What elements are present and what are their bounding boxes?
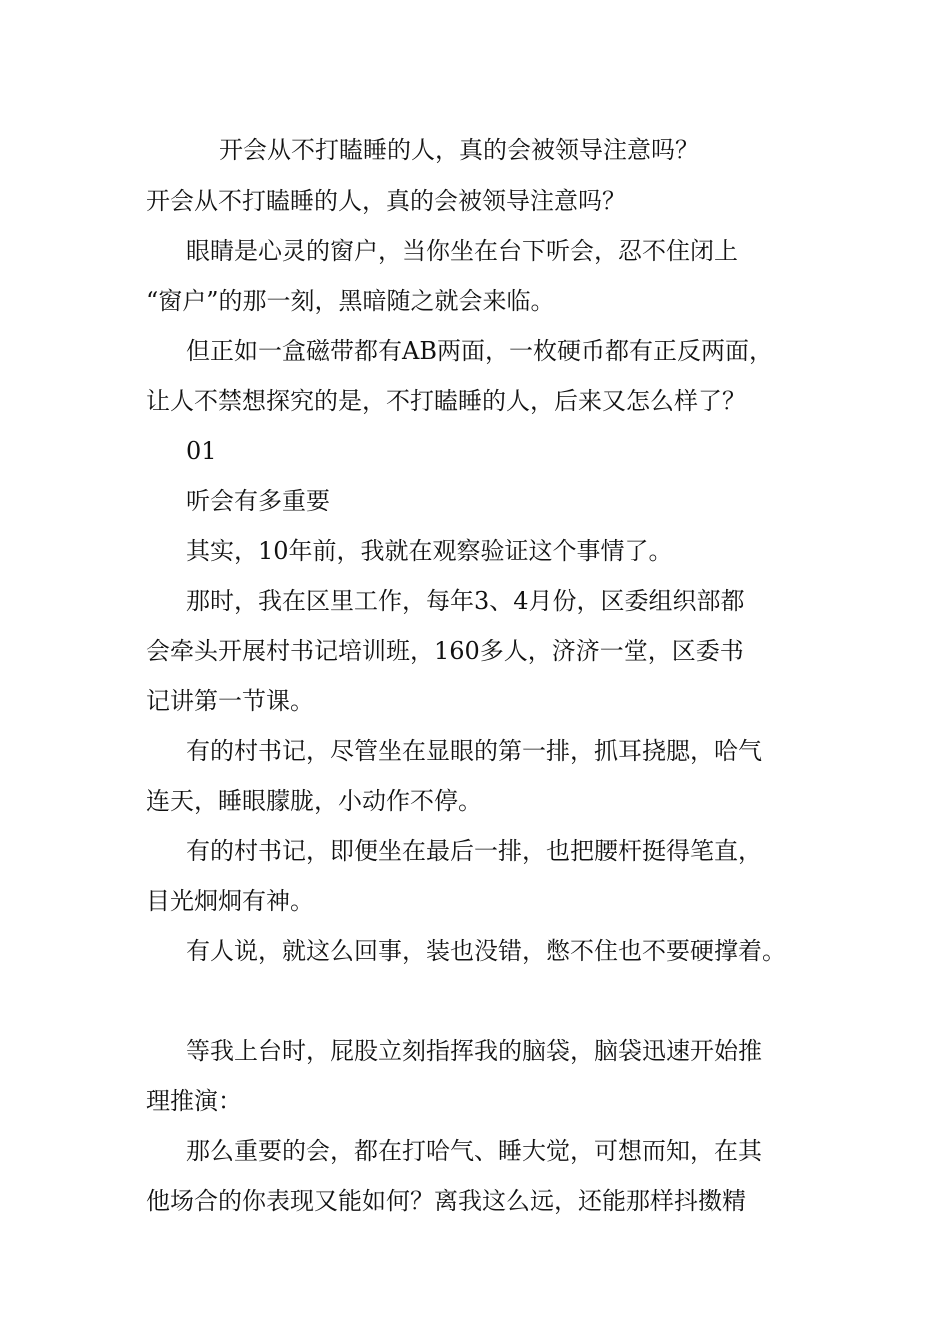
text-line: 有的村书记，即便坐在最后一排，也把腰杆挺得笔直，	[186, 837, 762, 865]
text-line: “窗户”的那一刻，黑暗随之就会来临。	[146, 287, 555, 315]
text-line: 目光炯炯有神。	[146, 887, 314, 915]
section-number: 01	[186, 437, 217, 465]
text-line: 等我上台时，屁股立刻指挥我的脑袋，脑袋迅速开始推	[186, 1037, 762, 1065]
text-line: 开会从不打瞌睡的人，真的会被领导注意吗？	[146, 187, 626, 215]
text-line: 其实，10年前，我就在观察验证这个事情了。	[186, 537, 673, 565]
text-line: 连天，睡眼朦胧，小动作不停。	[146, 787, 482, 815]
text-line: 那么重要的会，都在打哈气、睡大觉，可想而知，在其	[186, 1137, 762, 1165]
text-line: 有的村书记，尽管坐在显眼的第一排，抓耳挠腮，哈气	[186, 737, 762, 765]
text-line: 他场合的你表现又能如何？离我这么远，还能那样抖擞精	[146, 1187, 746, 1215]
section-heading: 听会有多重要	[186, 487, 330, 515]
text-line: 让人不禁想探究的是，不打瞌睡的人，后来又怎么样了？	[146, 387, 746, 415]
text-line: 会牵头开展村书记培训班，160多人，济济一堂，区委书	[146, 637, 744, 665]
text-line: 但正如一盒磁带都有AB两面，一枚硬币都有正反两面，	[186, 337, 773, 365]
document-title: 开会从不打瞌睡的人，真的会被领导注意吗？	[219, 136, 699, 164]
text-line: 记讲第一节课。	[146, 687, 314, 715]
text-line: 有人说，就这么回事，装也没错，憋不住也不要硬撑着。	[186, 937, 786, 965]
text-line: 理推演：	[146, 1087, 242, 1115]
text-line: 那时，我在区里工作，每年3、4月份，区委组织部都	[186, 587, 745, 615]
text-line: 眼睛是心灵的窗户，当你坐在台下听会，忍不住闭上	[186, 237, 738, 265]
